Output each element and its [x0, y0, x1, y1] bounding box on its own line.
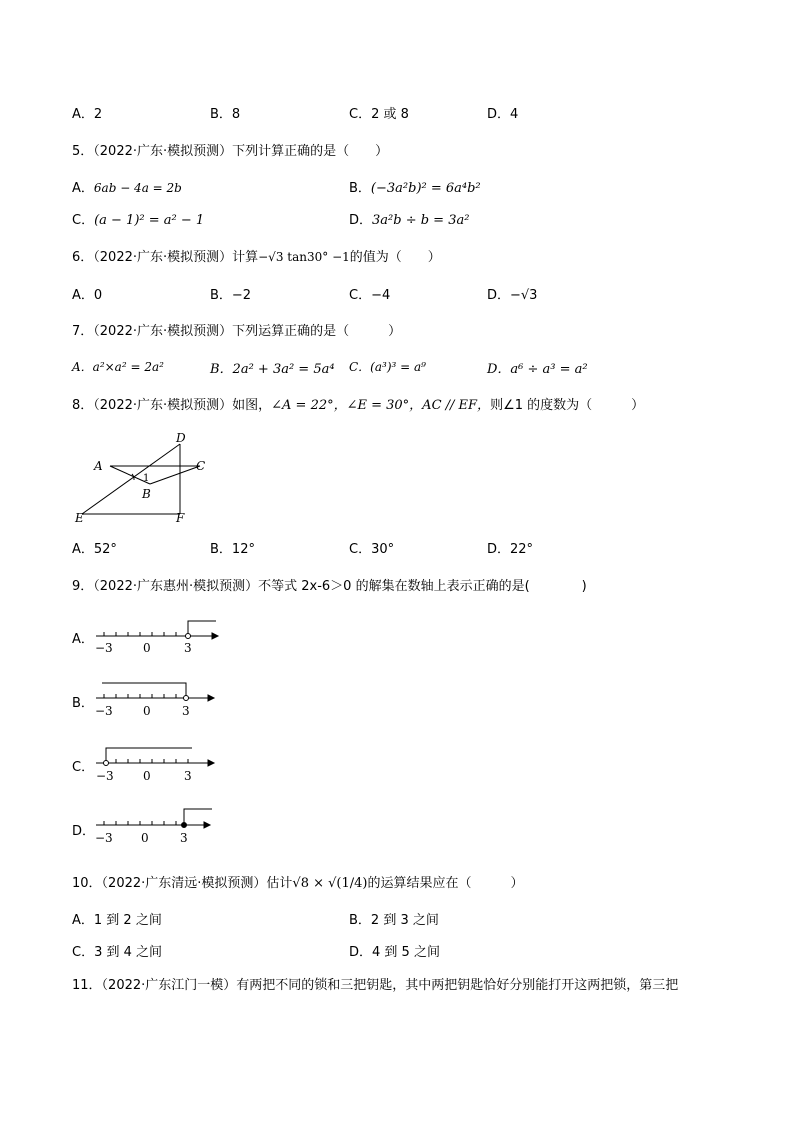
q4-option-c: C．2 或 8 [349, 107, 409, 122]
q5-option-a: A．6ab − 4a = 2b [72, 181, 182, 196]
label-c: C [196, 459, 206, 473]
q8-geometry-figure [70, 430, 220, 525]
q8-option-a: A．52° [72, 542, 117, 557]
tick-label-0: 0 [143, 641, 151, 655]
q8-option-b: B．12° [210, 542, 255, 557]
q9-option-d-letter: D． [72, 824, 96, 839]
q10-stem: 10．（2022·广东清远·模拟预测）估计√8 × √(1/4)的运算结果应在（ ） [72, 876, 524, 891]
q10-option-c: C．3 到 4 之间 [72, 945, 163, 960]
tick-label-3: 3 [182, 704, 190, 718]
tick-label-0: 0 [143, 704, 151, 718]
q4-option-d: D．4 [487, 107, 519, 122]
q4-option-b: B．8 [210, 107, 241, 122]
q10-option-a: A．1 到 2 之间 [72, 913, 162, 928]
q8-stem: 8．（2022·广东·模拟预测）如图，∠A = 22°，∠E = 30°，AC // EF，则∠1 的度数为（ ） [72, 398, 645, 413]
q5-option-d: D．3a²b ÷ b = 3a² [349, 213, 470, 228]
label-b: B [142, 487, 151, 501]
q6-option-d: D．−√3 [487, 288, 538, 303]
q11-stem: 11．（2022·广东江门一模）有两把不同的锁和三把钥匙，其中两把钥匙恰好分别能打开这两把锁，第三把 [72, 978, 679, 993]
q6-option-c: C．−4 [349, 288, 391, 303]
q10-option-d: D．4 到 5 之间 [349, 945, 440, 960]
q9-option-a-letter: A． [72, 632, 94, 647]
label-f: F [176, 511, 185, 525]
label-a: A [94, 459, 103, 473]
q9-option-b-letter: B． [72, 696, 94, 711]
tick-label-3: 3 [184, 769, 192, 783]
label-e: E [75, 511, 84, 525]
q6-option-a: A．0 [72, 288, 103, 303]
q6-stem: 6．（2022·广东·模拟预测）计算−√3 tan30° −1的值为（ ） [72, 250, 441, 265]
q7-option-c: C．(a³)³ = a⁹ [349, 360, 426, 374]
tick-label-3: 3 [180, 831, 188, 845]
q9-stem: 9．（2022·广东惠州·模拟预测）不等式 2x-6＞0 的解集在数轴上表示正确的是( ) [72, 579, 587, 594]
q7-stem: 7．（2022·广东·模拟预测）下列运算正确的是（ ） [72, 324, 402, 339]
q7-option-a: A．a²×a² = 2a² [72, 360, 164, 374]
q9-option-c-letter: C． [72, 760, 95, 775]
q8-option-c: C．30° [349, 542, 395, 557]
q7-option-d: D．a⁶ ÷ a³ = a² [487, 362, 588, 377]
label-d: D [176, 431, 186, 445]
tick-label-3: 3 [184, 641, 192, 655]
q5-stem: 5．（2022·广东·模拟预测）下列计算正确的是（ ） [72, 144, 389, 159]
q5-option-c: C．(a − 1)² = a² − 1 [72, 213, 205, 228]
q10-option-b: B．2 到 3 之间 [349, 913, 439, 928]
tick-label-neg3: −3 [96, 769, 114, 783]
tick-label-neg3: −3 [95, 704, 113, 718]
tick-label-0: 0 [143, 769, 151, 783]
q9-option-d-numberline [92, 806, 222, 848]
q7-option-b: B．2a² + 3a² = 5a⁴ [210, 362, 335, 377]
q8-option-d: D．22° [487, 542, 534, 557]
tick-label-neg3: −3 [95, 831, 113, 845]
label-angle-1: 1 [143, 473, 150, 484]
q6-option-b: B．−2 [210, 288, 252, 303]
q9-option-a-numberline [92, 618, 222, 658]
q4-option-a: A．2 [72, 107, 103, 122]
tick-label-neg3: −3 [95, 641, 113, 655]
tick-label-0: 0 [141, 831, 149, 845]
q5-option-b: B．(−3a²b)² = 6a⁴b² [349, 181, 481, 196]
q9-option-c-numberline [92, 744, 222, 784]
q9-option-b-numberline [92, 680, 222, 720]
